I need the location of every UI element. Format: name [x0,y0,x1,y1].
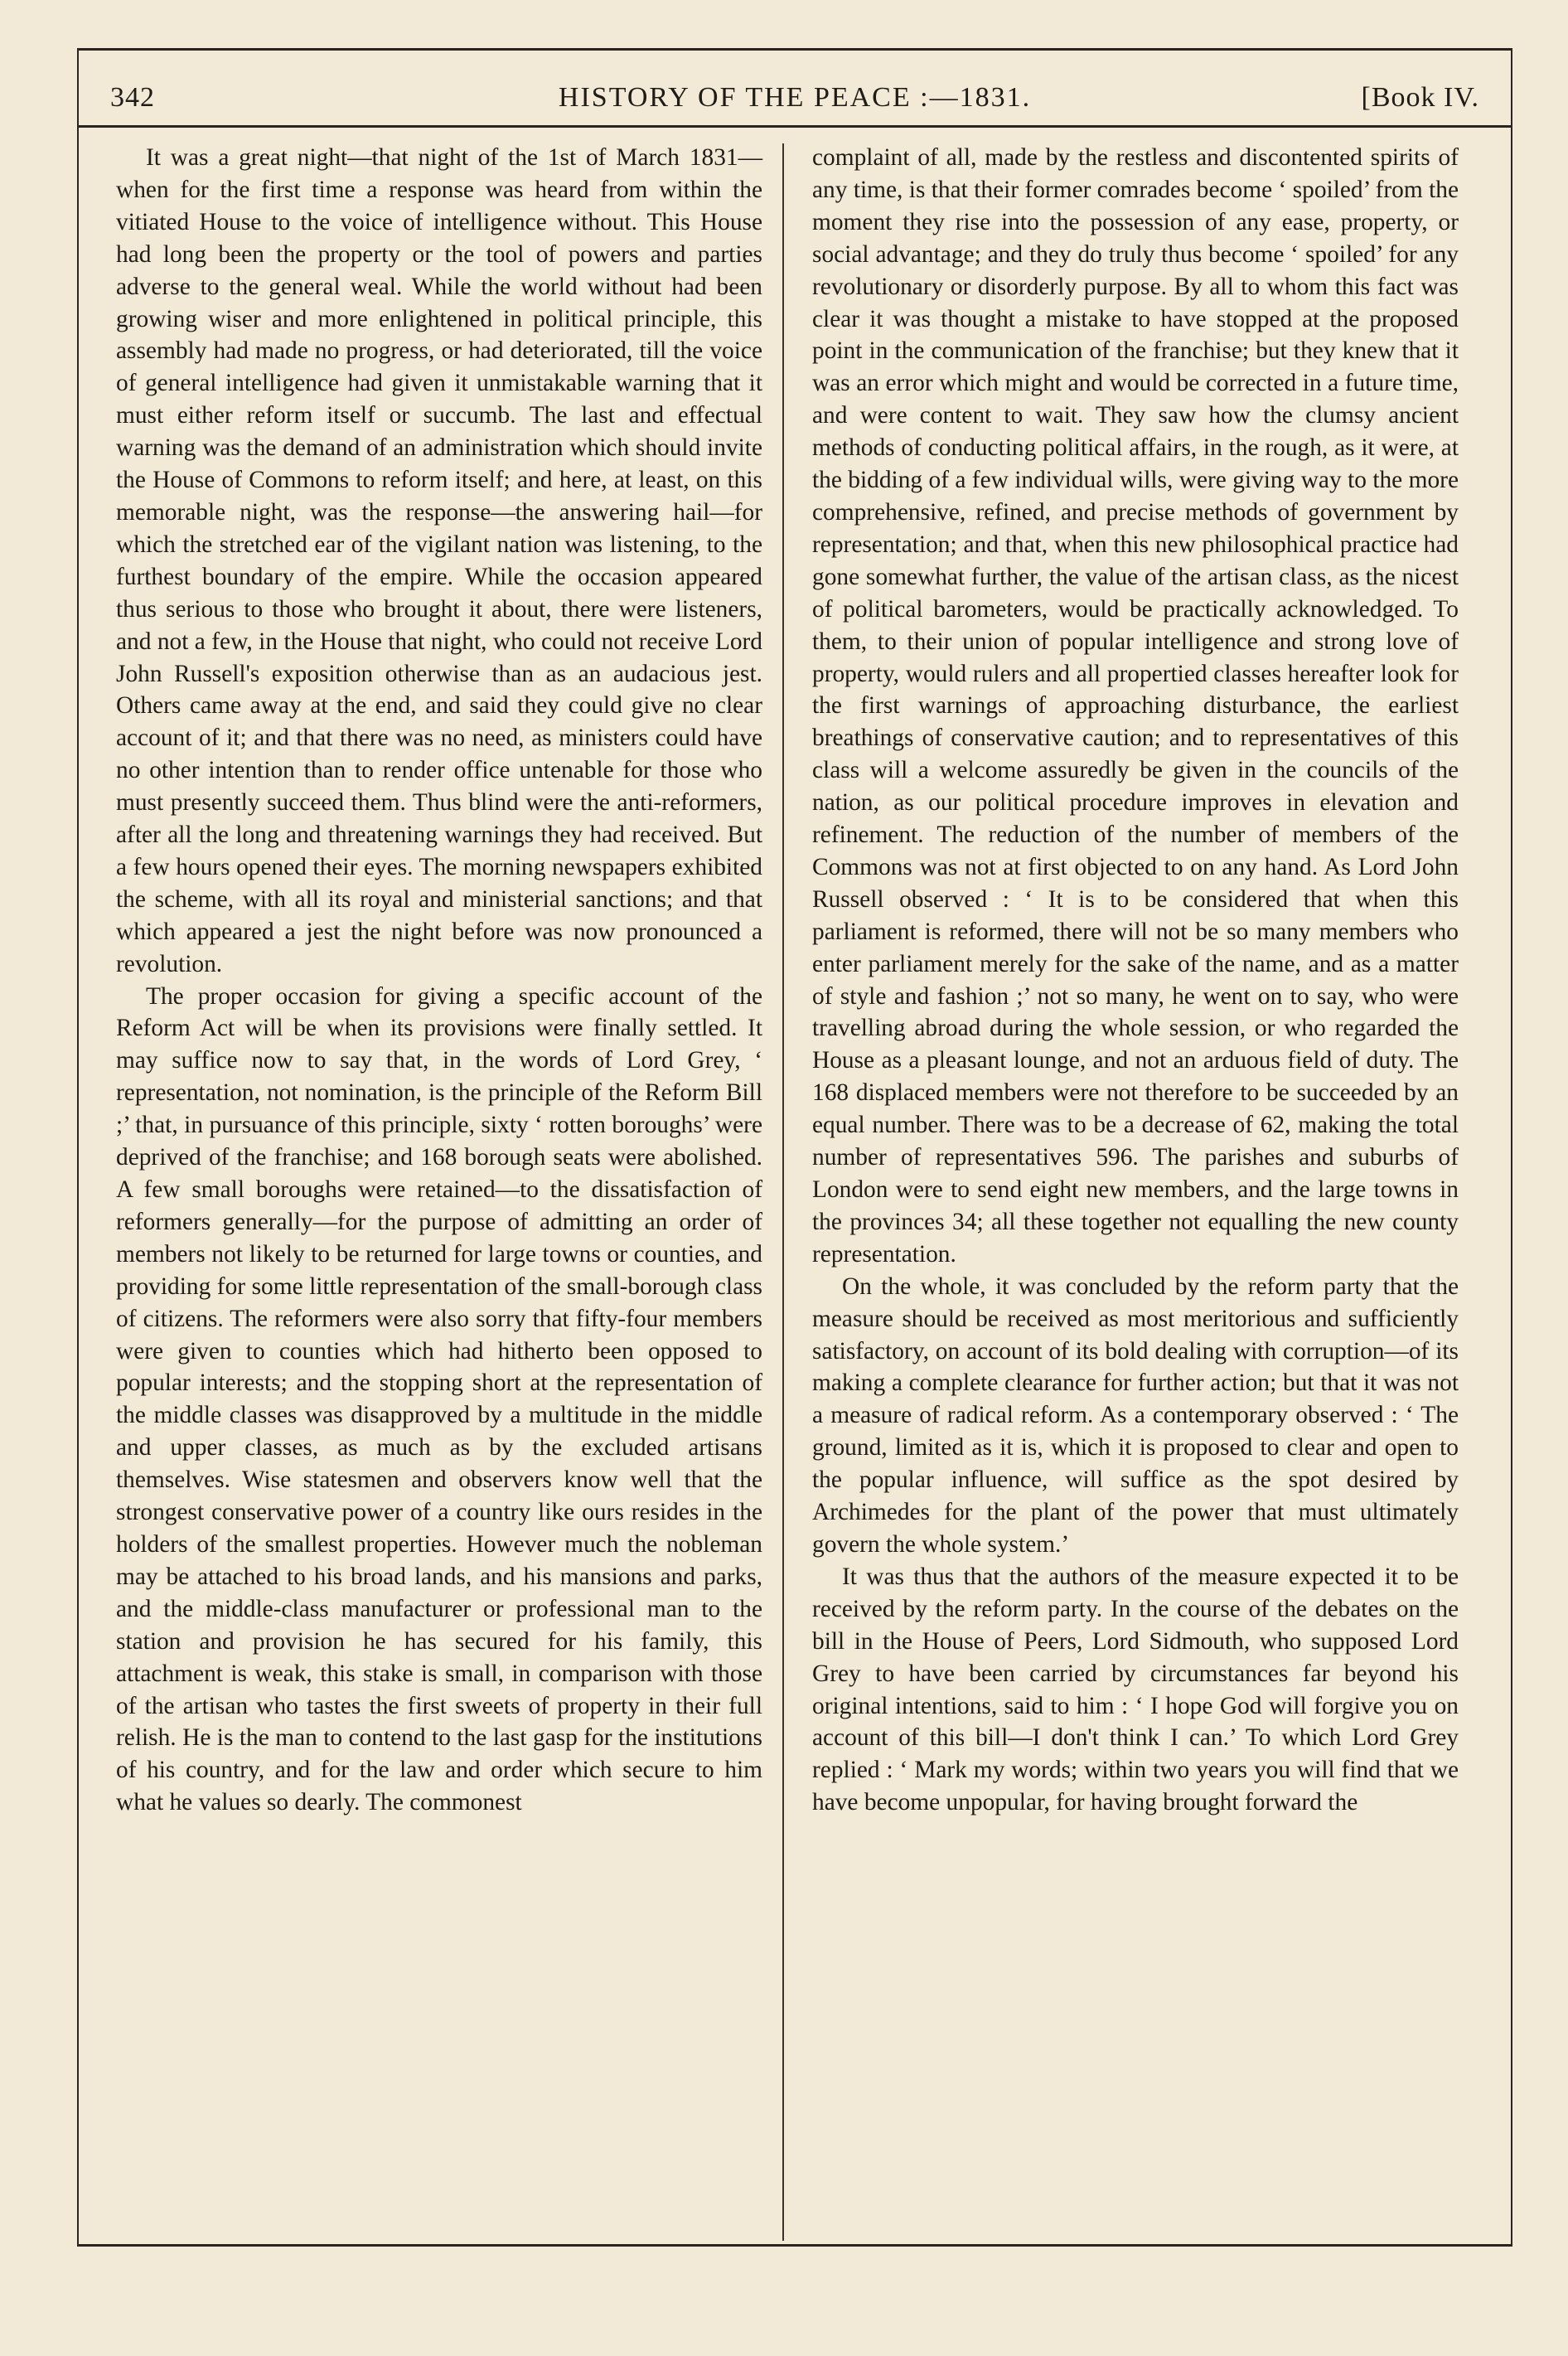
running-header [79,75,1511,128]
page-number: 342 [110,82,155,113]
running-title: HISTORY OF THE PEACE :—1831. [558,82,1032,113]
book-label: [Book IV. [1361,82,1479,113]
right-column [812,142,1459,1819]
paragraph: It was a great night—that night of the 1st of March 1831—when for the first time a response was heard from within the vitiated House to the voice of intelligence without. This House had long been the property or the tool of powers and parties adverse to the general weal. While the world without had been growing wiser and more enlightened in political principle, this assembly had made no progress, or had deteriorated, till the voice of general intelligence had given it unmistakable warning that it must either reform itself or succumb. The last and effectual warning was the demand of an administration which should invite the House of Commons to reform itself; and here, at least, on this memorable night, was the response—the answering hail—for which the stretched ear of the vigilant nation was listening, to the furthest boundary of the empire. While the occasion appeared thus serious to those who brought it about, there were listeners, and not a few, in the House that night, who could not receive Lord John Russell's exposition otherwise than as an audacious jest. Others came away at the end, and said they could give no clear account of it; and that there was no need, as ministers could have no other intention than to render office untenable for those who must presently succeed them. Thus blind were the anti-reformers, after all the long and threatening warnings they had received. But a few hours opened their eyes. The morning newspapers exhibited the scheme, with all its royal and ministerial sanctions; and that which appeared a jest the night before was now pronounced a revolution. [116,144,762,977]
paragraph: complaint of all, made by the restless and discontented spirits of any time, is that their former comrades become ‘ spoiled’ from the moment they rise into the possession of any ease, property, or social advantage; and they do truly thus become ‘ spoiled’ for any revolutionary or disorderly purpose. By all to whom this fact was clear it was thought a mistake to have stopped at the proposed point in the communication of the franchise; but they knew that it was an error which might and would be corrected in a future time, and were content to wait. They saw how the clumsy ancient methods of conducting political affairs, in the rough, as it were, at the bidding of a few individual wills, were giving way to the more comprehensive, refined, and precise methods of government by representation; and that, when this new philosophical practice had gone somewhat further, the value of the artisan class, as the nicest of political barometers, would be practically acknowledged. To them, to their union of popular intelligence and strong love of property, would rulers and all propertied classes hereafter look for the first warnings of approaching disturbance, the earliest breathings of conservative caution; and to representatives of this class will a welcome assuredly be given in the councils of the nation, as our political procedure improves in elevation and refinement. The reduction of the number of members of the Commons was not at first objected to on any hand. As Lord John Russell observed : ‘ It is to be considered that when this parliament is reformed, there will not be so many members who enter parliament merely for the sake of the name, and as a matter of style and fashion ;’ not so many, he went on to say, who were travelling abroad during the whole session, or who regarded the House as a pleasant lounge, and not an arduous field of duty. The 168 displaced members were not therefore to be succeeded by an equal number. There was to be a decrease of 62, making the total number of representatives 596. The parishes and suburbs of London were to send eight new members, and the large towns in the provinces 34; all these together not equalling the new county representation. [812,144,1459,1268]
page-frame [77,48,1512,2247]
left-column [116,142,762,1819]
paragraph: It was thus that the authors of the measure expected it to be received by the reform party. In the course of the debates on the bill in the House of Peers, Lord Sidmouth, who supposed Lord Grey to have been carried by circumstances far beyond his original intentions, said to him : ‘ I hope God will forgive you on account of this bill—I don't think I can.’ To which Lord Grey replied : ‘ Mark my words; within two years you will find that we have become unpopular, for having brought forward the [812,1563,1459,1816]
column-divider [782,143,784,2241]
paragraph: The proper occasion for giving a specific account of the Reform Act will be when its provisions were finally settled. It may suffice now to say that, in the words of Lord Grey, ‘ representation, not nomination, is the principle of the Reform Bill ;’ that, in pursuance of this principle, sixty ‘ rotten boroughs’ were deprived of the franchise; and 168 borough seats were abolished. A few small boroughs were retained—to the dissatisfaction of reformers generally—for the purpose of admitting an order of members not likely to be returned for large towns or counties, and providing for some little representation of the small-borough class of citizens. The reformers were also sorry that fifty-four members were given to counties which had hitherto been opposed to popular interests; and the stopping short at the representation of the middle classes was disapproved by a multitude in the middle and upper classes, as much as by the excluded artisans themselves. Wise statesmen and observers know well that the strongest conservative power of a country like ours resides in the holders of the smallest properties. However much the nobleman may be attached to his broad lands, and his mansions and parks, and the middle-class manufacturer or professional man to the station and provision he has secured for his family, this attachment is weak, this stake is small, in comparison with those of the artisan who tastes the first sweets of property in their full relish. He is the man to contend to the last gasp for the institutions of his country, and for the law and order which secure to him what he values so dearly. The commonest [116,982,762,1816]
paragraph: On the whole, it was concluded by the reform party that the measure should be received as most meritorious and sufficiently satisfactory, on account of its bold dealing with corruption—of its making a complete clearance for further action; but that it was not a measure of radical reform. As a contemporary observed : ‘ The ground, limited as it is, which it is proposed to clear and open to the popular influence, will suffice as the spot desired by Archimedes for the plant of the power that must ultimately govern the whole system.’ [812,1273,1459,1558]
